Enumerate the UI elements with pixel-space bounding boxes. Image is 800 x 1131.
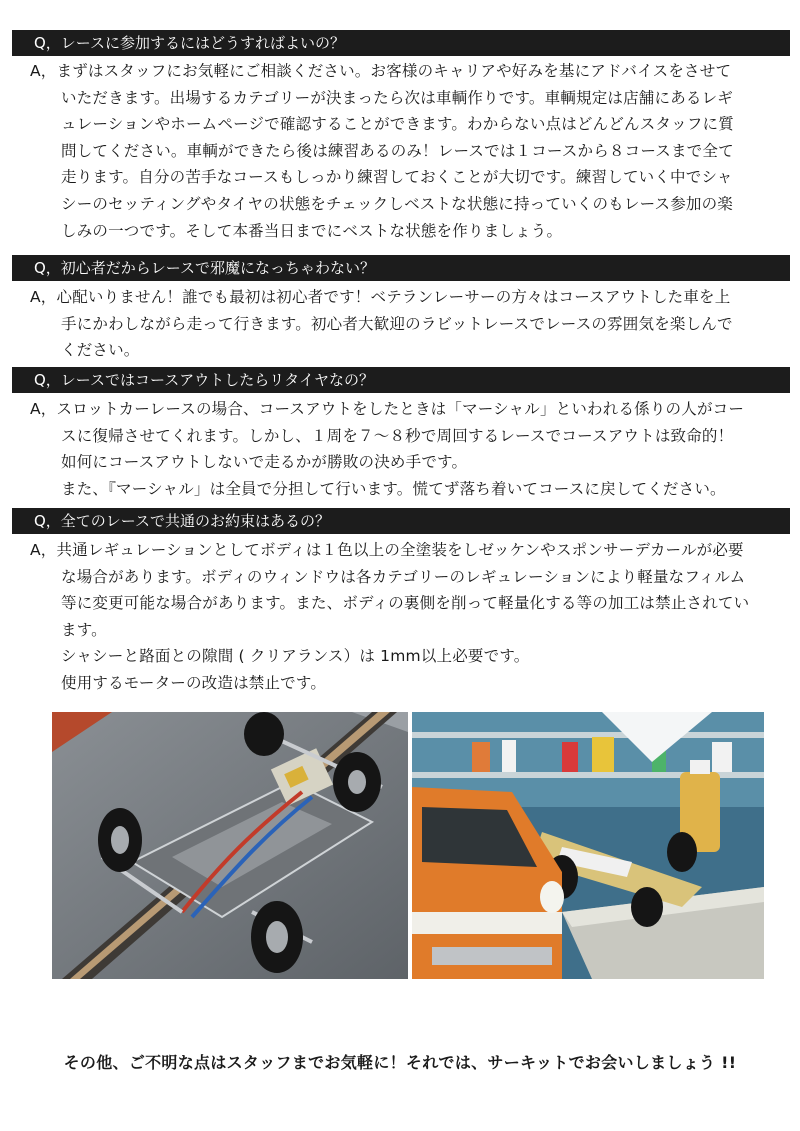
answer-line: な場合があります。ボディのウィンドウは各カテゴリーのレギュレーションにより軽量なフィルム <box>61 567 746 586</box>
question-text: Q，レースに参加するにはどうすればよいの？ <box>34 34 346 52</box>
answer-line: 手にかわしながら走って行きます。初心者大歓迎のラビットレースでレースの雰囲気を楽しんで <box>61 314 733 333</box>
answer-line: 使用するモーターの改造は禁止です。 <box>61 673 327 692</box>
slot-car-chassis-icon <box>52 712 408 979</box>
answer-line: しみの一つです。そして本番当日までにベストな状態を作りましょう。 <box>61 221 563 240</box>
answer-line: 如何にコースアウトしないで走るかが勝敗の決め手です。 <box>61 453 468 472</box>
answer-block-4 <box>30 537 775 697</box>
answer-block-3 <box>30 396 775 502</box>
answer-line: 等に変更可能な場合があります。また、ボディの裏側を削って軽量化する等の加工は禁止されてい <box>61 594 750 613</box>
answer-line: また、『マーシャル」は全員で分担して行います。慌てず落ち着いてコースに戻してください。 <box>61 479 726 498</box>
closing-message: その他、ご不明な点はスタッフまでお気軽に！それでは、サーキットでお会いしましょう !! <box>63 1053 737 1072</box>
answer-line: A，共通レギュレーションとしてボディは１色以上の全塗装をしゼッケンやスポンサーデカールが必要 <box>30 541 744 559</box>
question-bar-2 <box>12 255 790 281</box>
answer-line: A，心配いりません！誰でも最初は初心者です！ベテランレーサーの方々はコースアウトした車を上 <box>30 288 731 306</box>
answer-line: シーのセッティングやタイヤの状態をチェックしベストな状態に持っていくのもレース参加の楽 <box>61 194 734 213</box>
model-cars-display-photo <box>412 712 764 979</box>
answer-line: いただきます。出場するカテゴリーが決まったら次は車輌作りです。車輌規定は店舗にあるレギ <box>61 88 734 107</box>
answer-line: スに復帰させてくれます。しかし、１周を７～８秒で周回するレースでコースアウトは致命的！ <box>61 426 734 445</box>
answer-line: シャシーと路面との隙間 ( クリアランス）は 1mm以上必要です。 <box>61 647 530 666</box>
answer-line: 走ります。自分の苦手なコースもしっかり練習しておくことが大切です。練習していく中でシャ <box>61 168 733 187</box>
question-bar-1 <box>12 30 790 56</box>
question-bar-3 <box>12 367 790 393</box>
answer-line: 問してください。車輌ができたら後は練習あるのみ！レースでは１コースから８コースまで全て <box>61 141 734 160</box>
question-bar-4 <box>12 508 790 534</box>
question-text: Q，レースではコースアウトしたらリタイヤなの？ <box>34 371 375 389</box>
model-cars-display-icon <box>412 712 764 979</box>
answer-line: ください。 <box>61 341 140 360</box>
answer-block-1 <box>30 58 775 244</box>
slot-car-chassis-photo <box>52 712 408 979</box>
answer-line: ます。 <box>61 620 107 639</box>
question-text: Q，初心者だからレースで邪魔になっちゃわない？ <box>34 259 376 277</box>
answer-line: A，スロットカーレースの場合、コースアウトをしたときは「マーシャル」といわれる係りの人がコー <box>30 400 745 418</box>
answer-block-2 <box>30 284 775 364</box>
question-text: Q，全てのレースで共通のお約束はあるの？ <box>34 512 331 530</box>
answer-line: ュレーションやホームページで確認することができます。わからない点はどんどんスタッフに質 <box>61 115 734 134</box>
answer-line: A，まずはスタッフにお気軽にご相談ください。お客様のキャリアや好みを基にアドバイスをさせて <box>30 62 732 80</box>
